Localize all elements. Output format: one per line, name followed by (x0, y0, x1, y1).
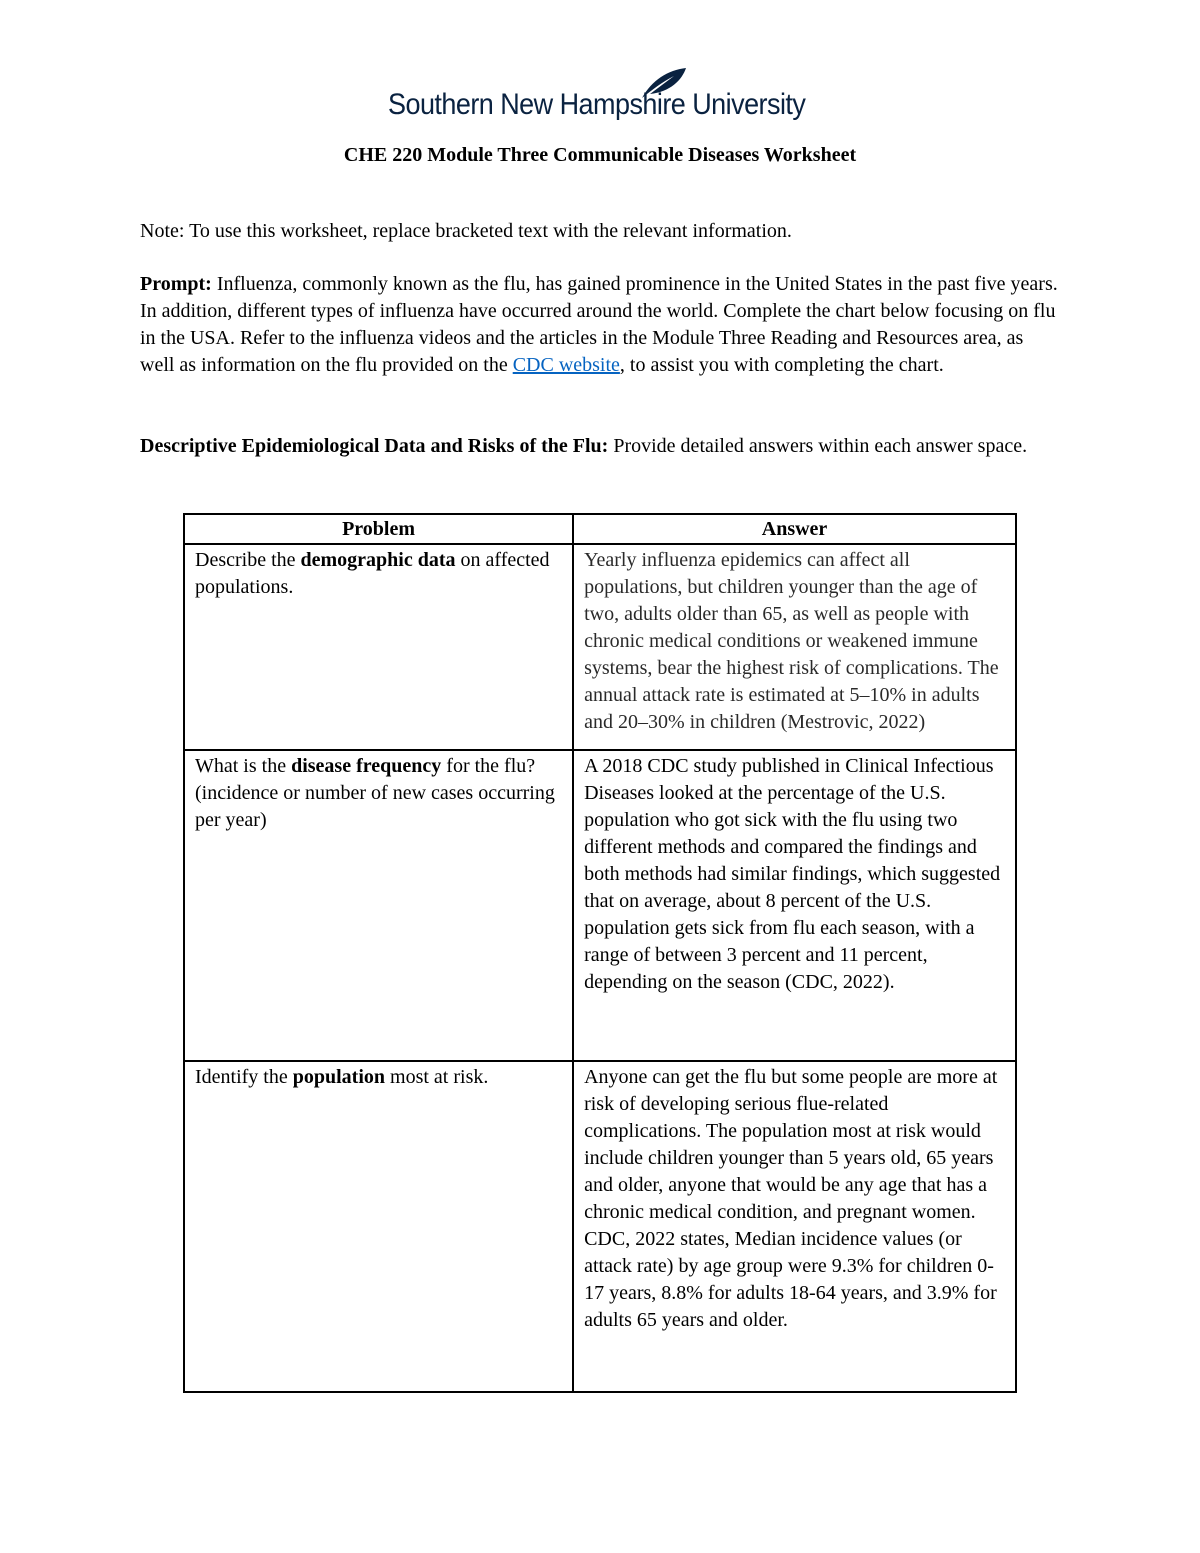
problem-keyword: population (292, 1066, 386, 1088)
problem-keyword: disease frequency (291, 755, 442, 777)
university-logo (388, 66, 818, 136)
prompt-label: Prompt: (140, 273, 212, 295)
worksheet-table (183, 513, 1017, 1393)
logo-text: Southern New Hampshire University (388, 88, 806, 121)
table-header-row (184, 514, 1016, 544)
prompt-text: Influenza, commonly known as the flu, has gained prominence in the United States in the past five years. In addition, different types of influenza have occurred around the world. Complete the chart below focusing on flu in the USA. Refer to the influenza videos and the articles in the Module Three Reading and Resources area, as well as information on the flu provided on the (140, 273, 1058, 376)
table-row (184, 544, 1016, 750)
problem-cell (184, 544, 573, 750)
table-row (184, 1061, 1016, 1392)
answer-cell[interactable]: Anyone can get the flu but some people are more at risk of developing serious flue-related complications. The population most at risk would include children younger than 5 years old, 65 years and older, anyone that would be any age that has a chronic medical condition, and pregnant women. CDC, 2022 states, Median incidence values (or attack rate) by age group were 9.3% for children 0-17 years, 8.8% for adults 18-64 years, and 3.9% for adults 65 years and older. (573, 1061, 1016, 1392)
prompt-text-end: , to assist you with completing the chart. (619, 354, 944, 376)
problem-text: What is the (195, 755, 292, 777)
problem-header: Problem (184, 514, 573, 544)
prompt-paragraph (140, 271, 1060, 379)
descriptive-label: Descriptive Epidemiological Data and Risks of the Flu: (140, 435, 609, 457)
page-title: CHE 220 Module Three Communicable Diseases Worksheet (343, 144, 857, 166)
problem-text: Identify the (195, 1066, 293, 1088)
problem-text: Describe the (195, 549, 301, 571)
answer-cell[interactable]: Yearly influenza epidemics can affect all populations, but children younger than the age of two, adults older than 65, as well as people with chronic medical conditions or weakened immune systems, bear the highest risk of complications. The annual attack rate is estimated at 5–10% in adults and 20–30% in children (Mestrovic, 2022) (573, 544, 1016, 750)
problem-cell (184, 1061, 573, 1392)
problem-text: most at risk. (385, 1066, 489, 1088)
cdc-website-link[interactable]: CDC website (512, 354, 620, 376)
note-paragraph: Note: To use this worksheet, replace bracketed text with the relevant information. (140, 220, 792, 242)
descriptive-paragraph (140, 433, 1060, 460)
problem-keyword: demographic data (300, 549, 456, 571)
problem-cell (184, 750, 573, 1061)
problem-text: for the flu? (incidence or number of new cases occurring per year) (195, 755, 555, 831)
answer-header: Answer (573, 514, 1016, 544)
descriptive-text: Provide detailed answers within each answer space. (608, 435, 1028, 457)
problem-text: on affected populations. (195, 549, 550, 598)
table-row (184, 750, 1016, 1061)
answer-cell[interactable]: A 2018 CDC study published in Clinical Infectious Diseases looked at the percentage of the U.S. population who got sick with the flu using two different methods and compared the findings and both methods had similar findings, which suggested that on average, about 8 percent of the U.S. population gets sick from flu each season, with a range of between 3 percent and 11 percent, depending on the season (CDC, 2022). (573, 750, 1016, 1061)
